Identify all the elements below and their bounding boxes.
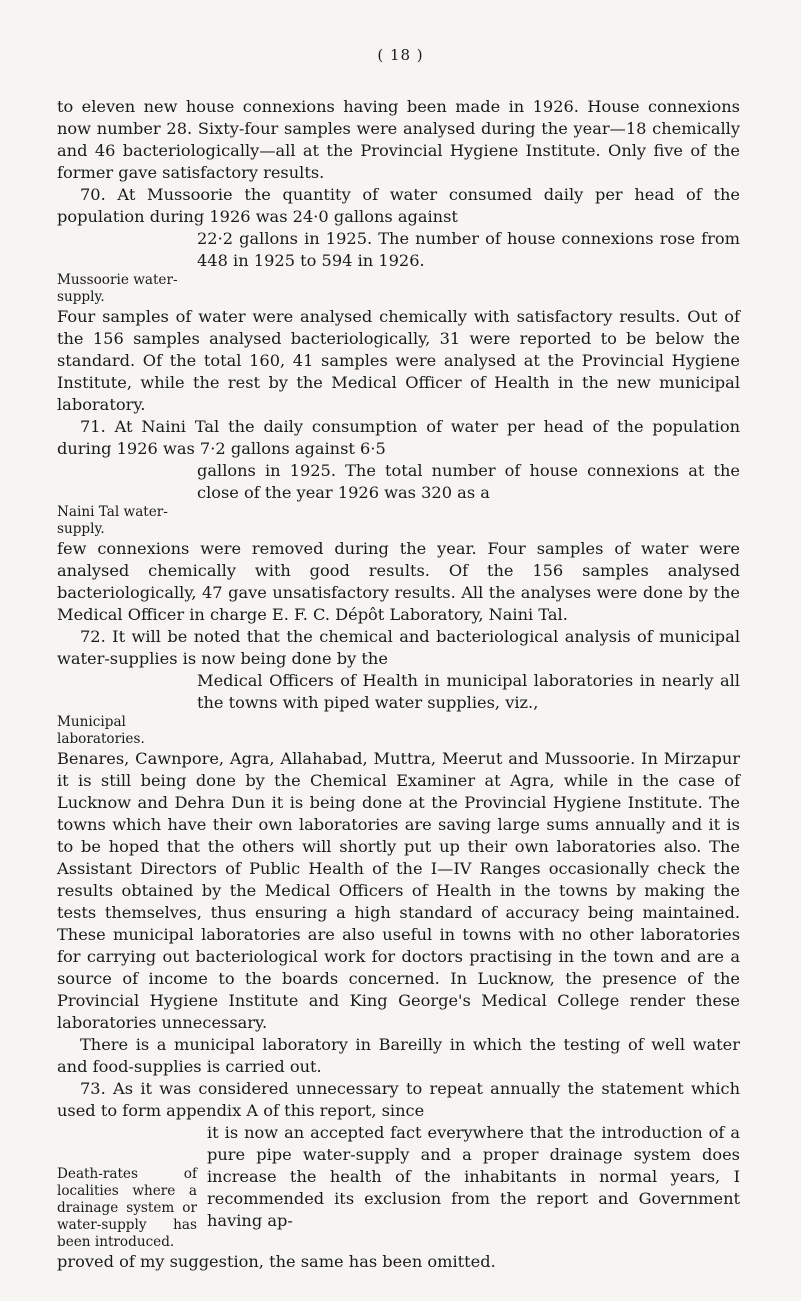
section-73-side-text: it is now an accepted fact everywhere that the introduction of a pure pipe water-supply and a proper drainage system does increase the health of the inhabitants in normal years, I recommended its exclusion from the report and Government having ap- [207,1123,740,1230]
section-71-body: few connexions were removed during the year. Four samples of water were analysed chemically with good results. Of the 156 samples analysed bacteriologically, 47 gave unsatisfactory results. All the analyses were done by the Medical Officer in charge E. F. C. Dépôt Laboratory, Naini Tal. [57,539,740,624]
section-72-side-text: Medical Officers of Health in municipal laboratories in nearly all the towns with piped water supplies, viz., [197,671,740,712]
margin-note-naini-tal: Naini Tal water-supply. [57,504,168,537]
section-70-lead: 70. At Mussoorie the quantity of water consumed daily per head of the population during 1926 was 24·0 gallons against [57,185,740,226]
section-72 [57,626,740,748]
body-text [57,96,740,1273]
intro-paragraph: to eleven new house connexions having been made in 1926. House connexions now number 28. Sixty-four samples were analysed during the year—18 chemically and 46 bacteriologically—all at the Provincial Hygiene Institute. Only five of the former gave satisfactory results. [57,97,740,182]
section-71 [57,416,740,538]
section-71-lead: 71. At Naini Tal the daily consumption of water per head of the population during 1926 was 7·2 gallons against 6·5 [57,417,740,458]
section-73 [57,1078,740,1251]
margin-note-municipal-laboratories: Municipal laboratories. [57,714,145,747]
section-70 [57,184,740,306]
section-73-body: proved of my suggestion, the same has been omitted. [57,1252,496,1271]
section-70-side-text: 22·2 gallons in 1925. The number of house connexions rose from 448 in 1925 to 594 in 1926. [197,229,740,270]
section-73-lead: 73. As it was considered unnecessary to repeat annually the statement which used to form appendix A of this report, since [57,1079,740,1120]
section-70-body: Four samples of water were analysed chemically with satisfactory results. Out of the 156 samples analysed bacteriologically, 31 were reported to be below the standard. Of the total 160, 41 samples were analysed at the Provincial Hygiene Institute, while the rest by the Medical Officer of Health in the new municipal laboratory. [57,307,740,414]
margin-note-death-rates: Death-rates of localities where a drainage system or water-supply has been introduced. [57,1166,197,1250]
section-72-body: Benares, Cawnpore, Agra, Allahabad, Muttra, Meerut and Mussoorie. In Mirzapur it is still being done by the Chemical Examiner at Agra, while in the case of Lucknow and Dehra Dun it is being done at the Provincial Hygiene Institute. The towns which have their own laboratories are saving large sums annually and it is to be hoped that the others will shortly put up their own laboratories also. The Assistant Directors of Public Health of the I—IV Ranges occasionally check the results obtained by the Medical Officers of Health in the towns by making the tests themselves, thus ensuring a high standard of accuracy being maintained. These municipal laboratories are also useful in towns with no other laboratories for carrying out bacteriological work for doctors practising in the town and are a source of income to the boards concerned. In Lucknow, the presence of the Provincial Hygiene Institute and King George's Medical College render these laboratories unnecessary. [57,749,740,1032]
section-72-lead: 72. It will be noted that the chemical and bacteriological analysis of municipal water-supplies is now being done by the [57,627,740,668]
section-72-extra: There is a municipal laboratory in Bareilly in which the testing of well water and food-supplies is carried out. [57,1035,740,1076]
page-number: ( 18 ) [377,46,424,64]
margin-note-mussoorie: Mussoorie water-supply. [57,272,178,305]
section-71-side-text: gallons in 1925. The total number of house connexions at the close of the year 1926 was 320 as a [197,461,740,502]
